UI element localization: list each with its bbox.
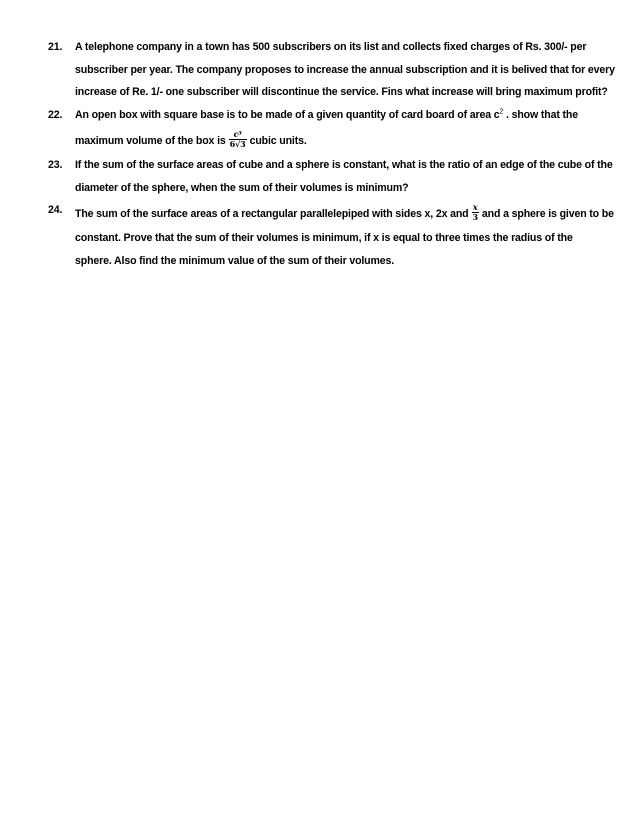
question-21 <box>48 36 615 104</box>
question-text-line <box>75 126 610 154</box>
question-text-line: A telephone company in a town has 500 subscribers on its list and collects fixed charges of Rs. 300/- per <box>75 41 587 53</box>
question-text: cubic units. <box>249 135 307 147</box>
question-number: 24. <box>48 204 63 216</box>
superscript: 2 <box>499 107 504 115</box>
question-text-line <box>75 104 610 127</box>
question-text-line: increase of Re. 1/- one subscriber will discontinue the service. Fins what increase will bring maximum profit? <box>75 86 608 98</box>
fraction-denominator: 6√3 <box>229 138 246 149</box>
question-number: 21. <box>48 41 63 53</box>
fraction-numerator: c³ <box>229 130 247 140</box>
question-text-line: constant. Prove that the sum of their volumes is minimum, if x is equal to three times the radius of the <box>75 232 573 244</box>
fraction-max-volume <box>229 130 247 149</box>
question-text: maximum volume of the box is <box>75 135 226 147</box>
fraction-numerator: x <box>472 201 478 212</box>
question-22 <box>48 104 610 155</box>
question-text: . show that the <box>503 108 578 121</box>
question-text: and a sphere is given to be <box>481 208 614 220</box>
question-24 <box>48 199 614 272</box>
fraction-denominator: 3 <box>472 211 478 222</box>
question-text-line: diameter of the sphere, when the sum of their volumes is minimum? <box>75 181 409 194</box>
question-text: The sum of the surface areas of a rectangular parallelepiped with sides x, 2x and <box>75 208 469 220</box>
question-number: 22. <box>48 108 63 121</box>
question-text: An open box with square base is to be made of a given quantity of card board of area c <box>75 108 500 121</box>
question-text-line: subscriber per year. The company proposes to increase the annual subscription and it is belived that for every <box>75 63 615 76</box>
question-text-line: sphere. Also find the minimum value of the sum of their volumes. <box>75 254 395 267</box>
question-text-line: If the sum of the surface areas of cube and a sphere is constant, what is the ratio of an edge of the cube of the <box>75 159 613 171</box>
fraction-x-over-3 <box>472 203 479 222</box>
question-text-line <box>75 199 614 227</box>
question-23 <box>48 154 613 199</box>
question-number: 23. <box>48 159 63 171</box>
question-list <box>48 36 615 272</box>
